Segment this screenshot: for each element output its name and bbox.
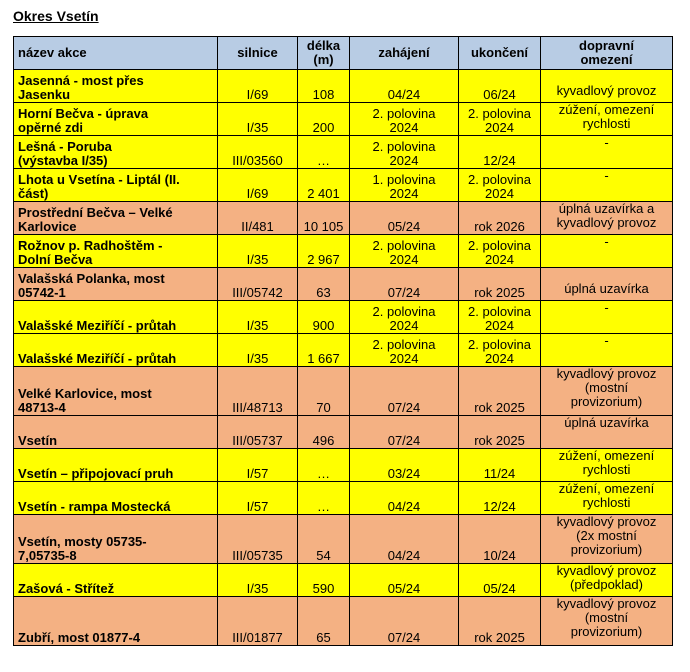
cell-name: Lhota u Vsetína - Liptál (II. část)	[14, 169, 218, 202]
page-title: Okres Vsetín	[13, 8, 99, 24]
table-row	[14, 482, 673, 515]
table-row	[14, 449, 673, 482]
cell-length: …	[298, 482, 350, 515]
cell-start: 2. polovina 2024	[350, 235, 459, 268]
cell-end: 06/24	[459, 70, 541, 103]
cell-length: …	[298, 136, 350, 169]
cell-restriction: kyvadlový provoz	[541, 70, 673, 103]
cell-name: Horní Bečva - úprava opěrné zdi	[14, 103, 218, 136]
cell-start: 1. polovina 2024	[350, 169, 459, 202]
cell-end: 05/24	[459, 564, 541, 597]
col-header-end: ukončení	[459, 37, 541, 70]
cell-length: …	[298, 449, 350, 482]
cell-length: 2 967	[298, 235, 350, 268]
cell-end: 2. polovina 2024	[459, 301, 541, 334]
cell-name: Valašské Meziříčí - průtah	[14, 301, 218, 334]
cell-length: 2 401	[298, 169, 350, 202]
cell-restriction: zúžení, omezení rychlosti	[541, 103, 673, 136]
cell-start: 07/24	[350, 268, 459, 301]
cell-name: Lešná - Poruba (výstavba I/35)	[14, 136, 218, 169]
cell-length: 54	[298, 515, 350, 564]
col-header-restriction: dopravní omezení	[541, 37, 673, 70]
table-row	[14, 564, 673, 597]
cell-restriction: -	[541, 169, 673, 202]
cell-end: 2. polovina 2024	[459, 334, 541, 367]
cell-road: I/35	[218, 301, 298, 334]
cell-restriction: -	[541, 235, 673, 268]
cell-length: 63	[298, 268, 350, 301]
cell-start: 04/24	[350, 70, 459, 103]
cell-name: Vsetín	[14, 416, 218, 449]
cell-end: rok 2025	[459, 416, 541, 449]
table-row	[14, 136, 673, 169]
table-header-row	[14, 37, 673, 70]
cell-road: III/05742	[218, 268, 298, 301]
cell-start: 2. polovina 2024	[350, 301, 459, 334]
cell-restriction: zúžení, omezení rychlosti	[541, 449, 673, 482]
table-row	[14, 515, 673, 564]
cell-start: 2. polovina 2024	[350, 103, 459, 136]
cell-name: Valašská Polanka, most 05742-1	[14, 268, 218, 301]
cell-start: 04/24	[350, 515, 459, 564]
cell-restriction: -	[541, 301, 673, 334]
cell-length: 590	[298, 564, 350, 597]
cell-start: 2. polovina 2024	[350, 136, 459, 169]
cell-start: 2. polovina 2024	[350, 334, 459, 367]
cell-restriction: úplná uzavírka	[541, 416, 673, 449]
cell-end: rok 2025	[459, 367, 541, 416]
cell-start: 07/24	[350, 416, 459, 449]
cell-length: 496	[298, 416, 350, 449]
cell-length: 200	[298, 103, 350, 136]
col-header-name: název akce	[14, 37, 218, 70]
cell-start: 07/24	[350, 367, 459, 416]
col-header-length: délka (m)	[298, 37, 350, 70]
cell-name: Vsetín – připojovací pruh	[14, 449, 218, 482]
cell-road: III/01877	[218, 597, 298, 646]
table-row	[14, 301, 673, 334]
cell-road: I/35	[218, 334, 298, 367]
cell-start: 05/24	[350, 202, 459, 235]
cell-length: 70	[298, 367, 350, 416]
cell-road: I/57	[218, 482, 298, 515]
cell-restriction: kyvadlový provoz (mostní provizorium)	[541, 367, 673, 416]
cell-road: III/05735	[218, 515, 298, 564]
cell-length: 65	[298, 597, 350, 646]
cell-restriction: -	[541, 136, 673, 169]
cell-start: 04/24	[350, 482, 459, 515]
col-header-road: silnice	[218, 37, 298, 70]
cell-length: 900	[298, 301, 350, 334]
cell-restriction: zúžení, omezení rychlosti	[541, 482, 673, 515]
cell-road: I/35	[218, 564, 298, 597]
cell-length: 10 105	[298, 202, 350, 235]
cell-length: 1 667	[298, 334, 350, 367]
cell-end: 10/24	[459, 515, 541, 564]
cell-end: 12/24	[459, 136, 541, 169]
cell-name: Zubří, most 01877-4	[14, 597, 218, 646]
cell-road: III/05737	[218, 416, 298, 449]
cell-name: Velké Karlovice, most 48713-4	[14, 367, 218, 416]
table-row	[14, 169, 673, 202]
col-header-start: zahájení	[350, 37, 459, 70]
table-row	[14, 202, 673, 235]
cell-end: 11/24	[459, 449, 541, 482]
cell-end: rok 2025	[459, 597, 541, 646]
cell-name: Valašské Meziříčí - průtah	[14, 334, 218, 367]
table-row	[14, 597, 673, 646]
table-row	[14, 235, 673, 268]
table-row	[14, 70, 673, 103]
table-row	[14, 416, 673, 449]
cell-name: Rožnov p. Radhoštěm - Dolní Bečva	[14, 235, 218, 268]
table-row	[14, 334, 673, 367]
cell-length: 108	[298, 70, 350, 103]
cell-start: 07/24	[350, 597, 459, 646]
cell-road: I/69	[218, 70, 298, 103]
cell-end: 2. polovina 2024	[459, 103, 541, 136]
cell-name: Jasenná - most přes Jasenku	[14, 70, 218, 103]
cell-road: III/48713	[218, 367, 298, 416]
cell-restriction: -	[541, 334, 673, 367]
cell-restriction: úplná uzavírka	[541, 268, 673, 301]
cell-start: 05/24	[350, 564, 459, 597]
cell-end: rok 2025	[459, 268, 541, 301]
table-row	[14, 103, 673, 136]
cell-restriction: kyvadlový provoz (2x mostní provizorium)	[541, 515, 673, 564]
cell-road: III/03560	[218, 136, 298, 169]
cell-name: Prostřední Bečva – Velké Karlovice	[14, 202, 218, 235]
cell-end: rok 2026	[459, 202, 541, 235]
cell-road: I/69	[218, 169, 298, 202]
cell-name: Vsetín - rampa Mostecká	[14, 482, 218, 515]
cell-restriction: kyvadlový provoz (mostní provizorium)	[541, 597, 673, 646]
cell-name: Vsetín, mosty 05735- 7,05735-8	[14, 515, 218, 564]
cell-road: I/35	[218, 103, 298, 136]
cell-road: II/481	[218, 202, 298, 235]
roadworks-table	[13, 36, 673, 646]
cell-end: 2. polovina 2024	[459, 169, 541, 202]
cell-end: 2. polovina 2024	[459, 235, 541, 268]
cell-name: Zašová - Střítež	[14, 564, 218, 597]
table-row	[14, 367, 673, 416]
cell-road: I/35	[218, 235, 298, 268]
cell-road: I/57	[218, 449, 298, 482]
cell-end: 12/24	[459, 482, 541, 515]
cell-restriction: úplná uzavírka a kyvadlový provoz	[541, 202, 673, 235]
table-row	[14, 268, 673, 301]
cell-start: 03/24	[350, 449, 459, 482]
cell-restriction: kyvadlový provoz (předpoklad)	[541, 564, 673, 597]
